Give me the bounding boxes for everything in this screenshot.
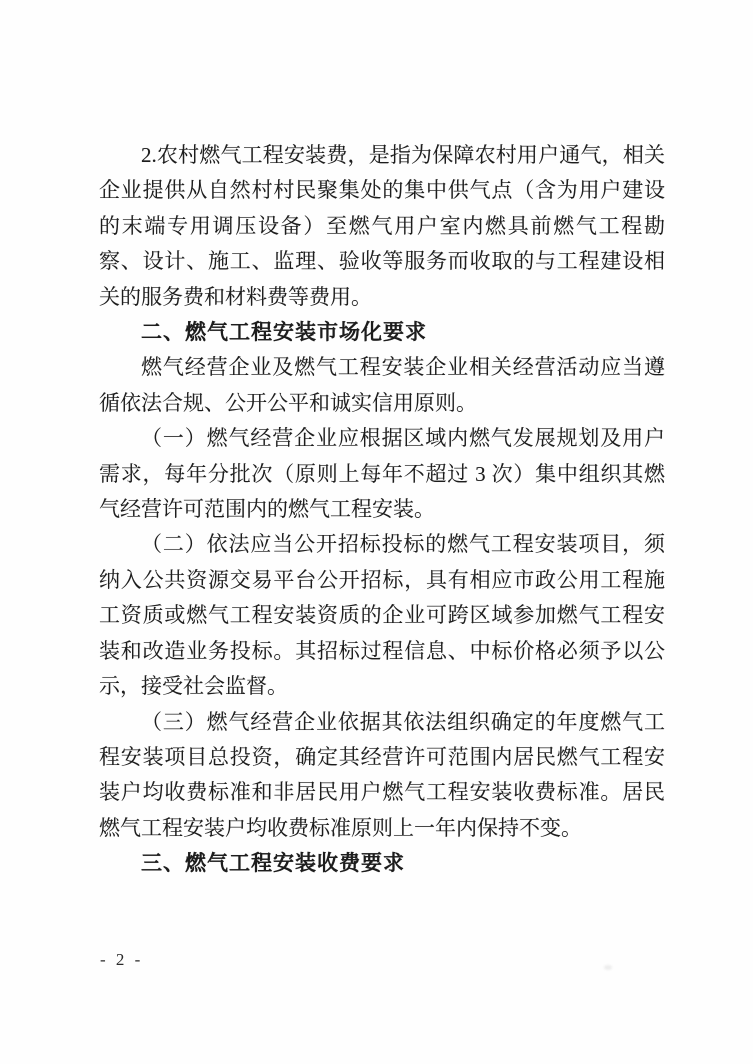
- paragraph-item-1-batch-organization: （一）燃气经营企业应根据区域内燃气发展规划及用户需求，每年分批次（原则上每年不超过 3 次）集中组织其燃气经营许可范围内的燃气工程安装。: [99, 426, 665, 522]
- document-body: [99, 138, 665, 882]
- paragraph-item-2-public-bidding: （二）依法应当公开招标投标的燃气工程安装项目，须纳入公共资源交易平台公开招标，具有相应市政公用工程施工资质或燃气工程安装资质的企业可跨区域参加燃气工程安装和改造业务投标。其招标过程信息、中标价格必须予以公示，接受社会监督。: [99, 532, 665, 699]
- heading-section-2-marketization-requirements: 二、燃气工程安装市场化要求: [141, 321, 427, 345]
- paragraph-principles-of-operation: 燃气经营企业及燃气工程安装企业相关经营活动应当遵循依法合规、公开公平和诚实信用原则。: [99, 355, 665, 415]
- heading-section-3-fee-requirements: 三、燃气工程安装收费要求: [141, 852, 405, 876]
- paragraph-rural-gas-installation-fee-definition: 2.农村燃气工程安装费，是指为保障农村用户通气，相关企业提供从自然村村民聚集处的集中供气点（含为用户建设的末端专用调压设备）至燃气用户室内燃具前燃气工程勘察、设计、施工、监理、验收等服务而收取的与工程建设相关的服务费和材料费等费用。: [99, 143, 665, 309]
- scan-artifact-smudge: [604, 965, 612, 970]
- paragraph-item-3-fee-standards: （三）燃气经营企业依据其依法组织确定的年度燃气工程安装项目总投资，确定其经营许可范围内居民燃气工程安装户均收费标准和非居民用户燃气工程安装收费标准。居民燃气工程安装户均收费标准原则上一年内保持不变。: [99, 709, 665, 840]
- page-number: - 2 -: [100, 950, 144, 969]
